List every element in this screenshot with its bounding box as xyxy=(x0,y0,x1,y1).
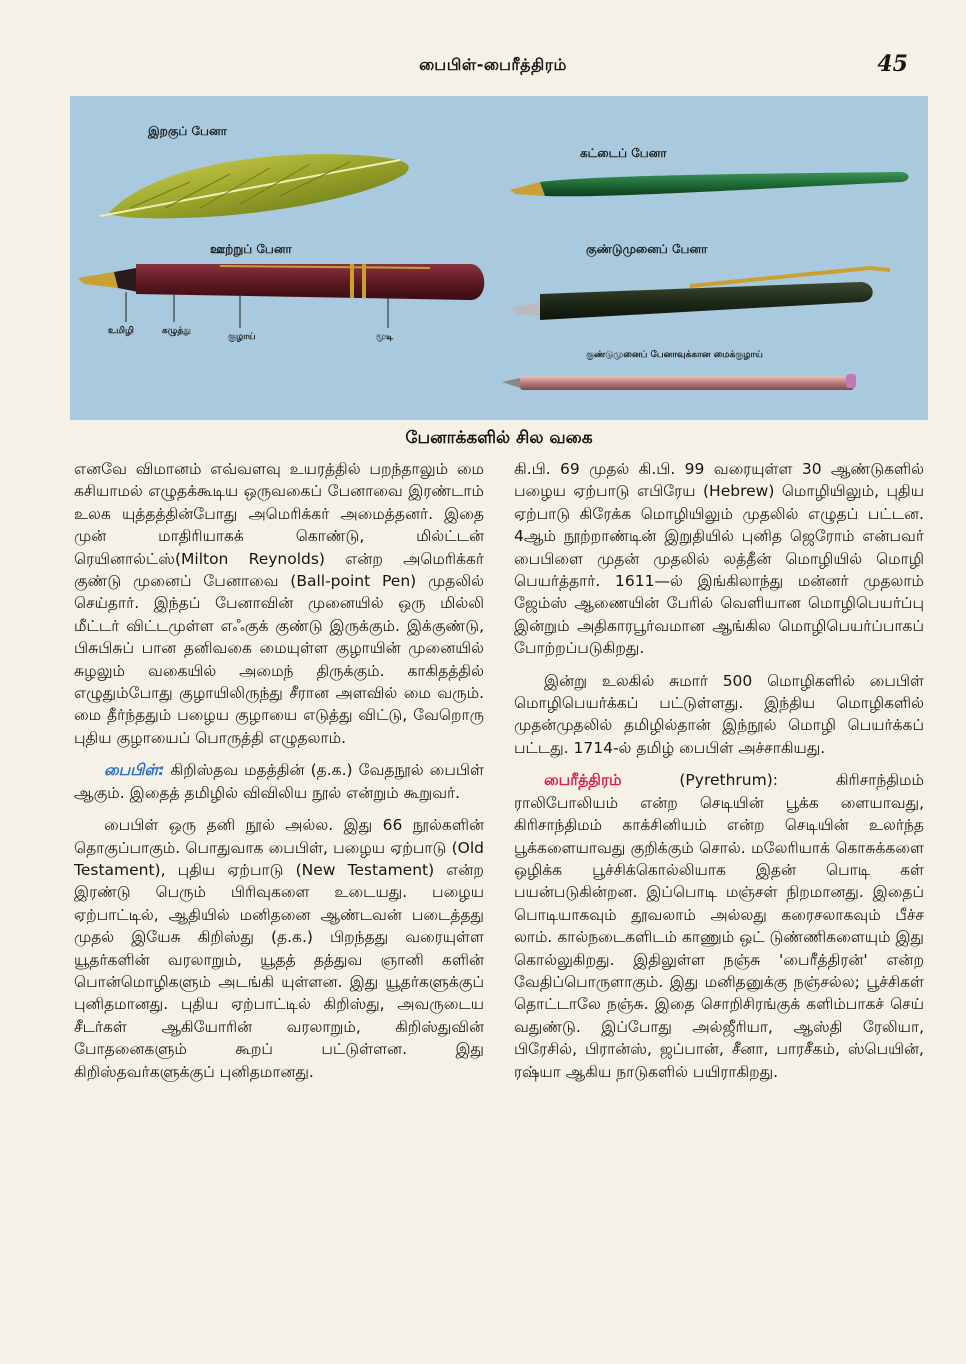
dip-pen-label: கட்டைப் பேனா xyxy=(580,146,667,160)
part-label-barrel: குழாய் xyxy=(228,332,256,342)
fountain-pen xyxy=(78,264,484,300)
pyrethrum-term: பைரீத்திரம் xyxy=(544,771,622,790)
bible-translation-paragraph: இன்று உலகில் சுமார் 500 மொழிகளில் பைபிள் மொழிபெயர்க்கப் பட்டுள்ளது. இந்திய மொழிகளில் முதன்முதலில் தமிழில்தான் இந்நூல் மொழி பெயர்க்கப் பட்டது. 1714-ல் தமிழ் பைபிள் அச்சாகியது. xyxy=(514,671,924,757)
bible-books-paragraph: பைபிள் ஒரு தனி நூல் அல்ல. இது 66 நூல்களின் தொகுப்பாகும். பொதுவாக பைபிள், பழைய ஏற்பாடு (Old Testament), புதிய ஏற்பாடு (New Testament) என்ற இரண்டு பெரும் பிரிவுகளை உடையது. பழைய ஏற்பாட்டில், ஆதியில் மனிதனை ஆண்டவன் படைத்தது முதல் இயேசு கிறிஸ்து (த.க.) பிறந்தது வரையுள்ள யூதர்களின் வரலாறும், யூதத் தத்துவ ஞானி களின் பொன்மொழிகளும் அடங்கி யுள்ளன. இது யூதர்களுக்குப் புனிதமானது. புதிய ஏற்பாட்டில் கிறிஸ்து, அவருடைய சீடர்கள் ஆகியோரின் வரலாறும், கிறிஸ்துவின் போதனைகளும் கூறப் பட்டுள்ளன. இது கிறிஸ்தவர்களுக்குப் புனிதமானது. xyxy=(74,816,484,1081)
figure-caption: பேனாக்களில் சில வகை xyxy=(405,428,593,448)
quill-pen-label: இறகுப் பேனா xyxy=(148,124,227,138)
part-label-throat: கழுத்து xyxy=(162,326,192,336)
ballpoint-refill xyxy=(502,374,856,390)
pyrethrum-text: (Pyrethrum): கிரிசாந்திமம் ராலிபோலியம் என்ற செடியின் பூக்க ளையாவது, கிரிசாந்திமம் காக்சினியம் என்ற செடியின் உலர்ந்த பூக்களையாவது குறிக்கும் சொல். மலேரியாக் கொசுக்களை ஒழிக்க பூச்சிக்கொல்லியாக இதன் பொடி கள் பயன்படுகின்றன. இப்பொடி மஞ்சள் நிறமானது. இதைப் பொடியாகவும் தூவலாம் அல்லது கரைசலாகவும் பீச்ச லாம். கால்நடைகளிடம் காணும் ஒட் டுண்ணிகளையும் இது கொல்லுகிறது. இதிலுள்ள நஞ்சு 'பைரீத்திரன்' என்ற வேதிப்பொருளாகும். இது மனிதனுக்கு நஞ்சல்ல; பூச்சிகள் தொட்டாலே நஞ்சு. இதை சொறிசிரங்குக் களிம்பாகச் செய் வதுண்டு. இப்போது அல்ஜீரியா, ஆஸ்தி ரேலியா, பிரேசில், பிரான்ஸ், ஜப்பான், சீனா, பாரசீகம், ஸ்பெயின், ரஷ்யா ஆகிய நாடுகளில் பயிராகிறது. xyxy=(514,771,924,1081)
bible-intro-paragraph xyxy=(74,759,484,804)
pens-drawing xyxy=(70,96,928,420)
page-number: 45 xyxy=(877,51,908,77)
dip-pen xyxy=(510,172,909,196)
fountain-pen-label: ஊற்றுப் பேனா xyxy=(210,242,292,256)
quill-pen xyxy=(100,154,409,218)
pens-illustration xyxy=(70,96,928,420)
ballpoint-pen-label: குண்டுமுனைப் பேனா xyxy=(586,242,708,256)
part-label-nib: உமிழி xyxy=(108,326,134,336)
left-column xyxy=(74,458,484,1093)
part-label-cap: மூடி xyxy=(376,332,394,342)
ballpoint-paragraph: எனவே விமானம் எவ்வளவு உயரத்தில் பறந்தாலும் மை கசியாமல் எழுதக்கூடிய ஒருவகைப் பேனாவை இரண்டாம் உலக யுத்தத்தின்போது அமெரிக்கர் அமைத்தனர். இதை முன் மாதிரியாகக் கொண்டு, மில்ட்டன் ரெயினால்ட்ஸ்(Milton Reynolds) என்ற அமெரிக்கர் குண்டு முனைப் பேனாவை (Ball-point Pen) முதலில் செய்தார். இந்தப் பேனாவின் முனையில் ஒரு மில்லி மீட்டர் விட்டமுள்ள எஃகுக் குண்டு இருக்கும். இக்குண்டு, பிசுபிசுப் பான தனிவகை மையுள்ள குழாயின் முனையில் சுழலும் வகையில் அமைந் திருக்கும். காகிதத்தில் எழுதும்போது குழாயிலிருந்து சீரான அளவில் மை வரும். மை தீர்ந்ததும் பழைய குழாயை எடுத்து விட்டு, வேறொரு புதிய குழாயைப் பொருத்தி எழுதலாம். xyxy=(74,460,484,747)
bible-history-paragraph: கி.பி. 69 முதல் கி.பி. 99 வரையுள்ள 30 ஆண்டுகளில் பழைய ஏற்பாடு எபிரேய (Hebrew) மொழியிலும், புதிய ஏற்பாடு கிரேக்க மொழியிலும் முதலில் எழுதப் பட்டன. 4ஆம் நூற்றாண்டின் இறுதியில் புனித ஜெரோம் என்பவர் பைபிளை முதன் முதலில் லத்தீன் மொழியில் மொழி பெயர்த்தார். 1611—ல் இங்கிலாந்து மன்னர் முதலாம் ஜேம்ஸ் ஆணையின் பேரில் வெளியான மொழிபெயர்ப்பு இன்றும் அதிகாரபூர்வமான ஆங்கில மொழிபெயர்ப்பாகப் போற்றப்படுகிறது. xyxy=(514,460,924,658)
bible-term: பைபிள்: xyxy=(104,761,165,780)
right-column xyxy=(514,458,924,1093)
ballpoint-pen xyxy=(512,268,890,320)
running-title: பைபிள்-பைரீத்திரம் xyxy=(419,55,567,74)
refill-label: குண்டுமுனைப் பேனாவுக்கான மைக்குழாய் xyxy=(586,350,763,360)
pyrethrum-paragraph xyxy=(514,769,924,1083)
page-header xyxy=(70,51,916,81)
bible-intro-text: கிறிஸ்தவ மதத்தின் (த.க.) வேதநூல் பைபிள் ஆகும். இதைத் தமிழில் விவிலிய நூல் என்றும் கூறுவர். xyxy=(74,761,484,802)
